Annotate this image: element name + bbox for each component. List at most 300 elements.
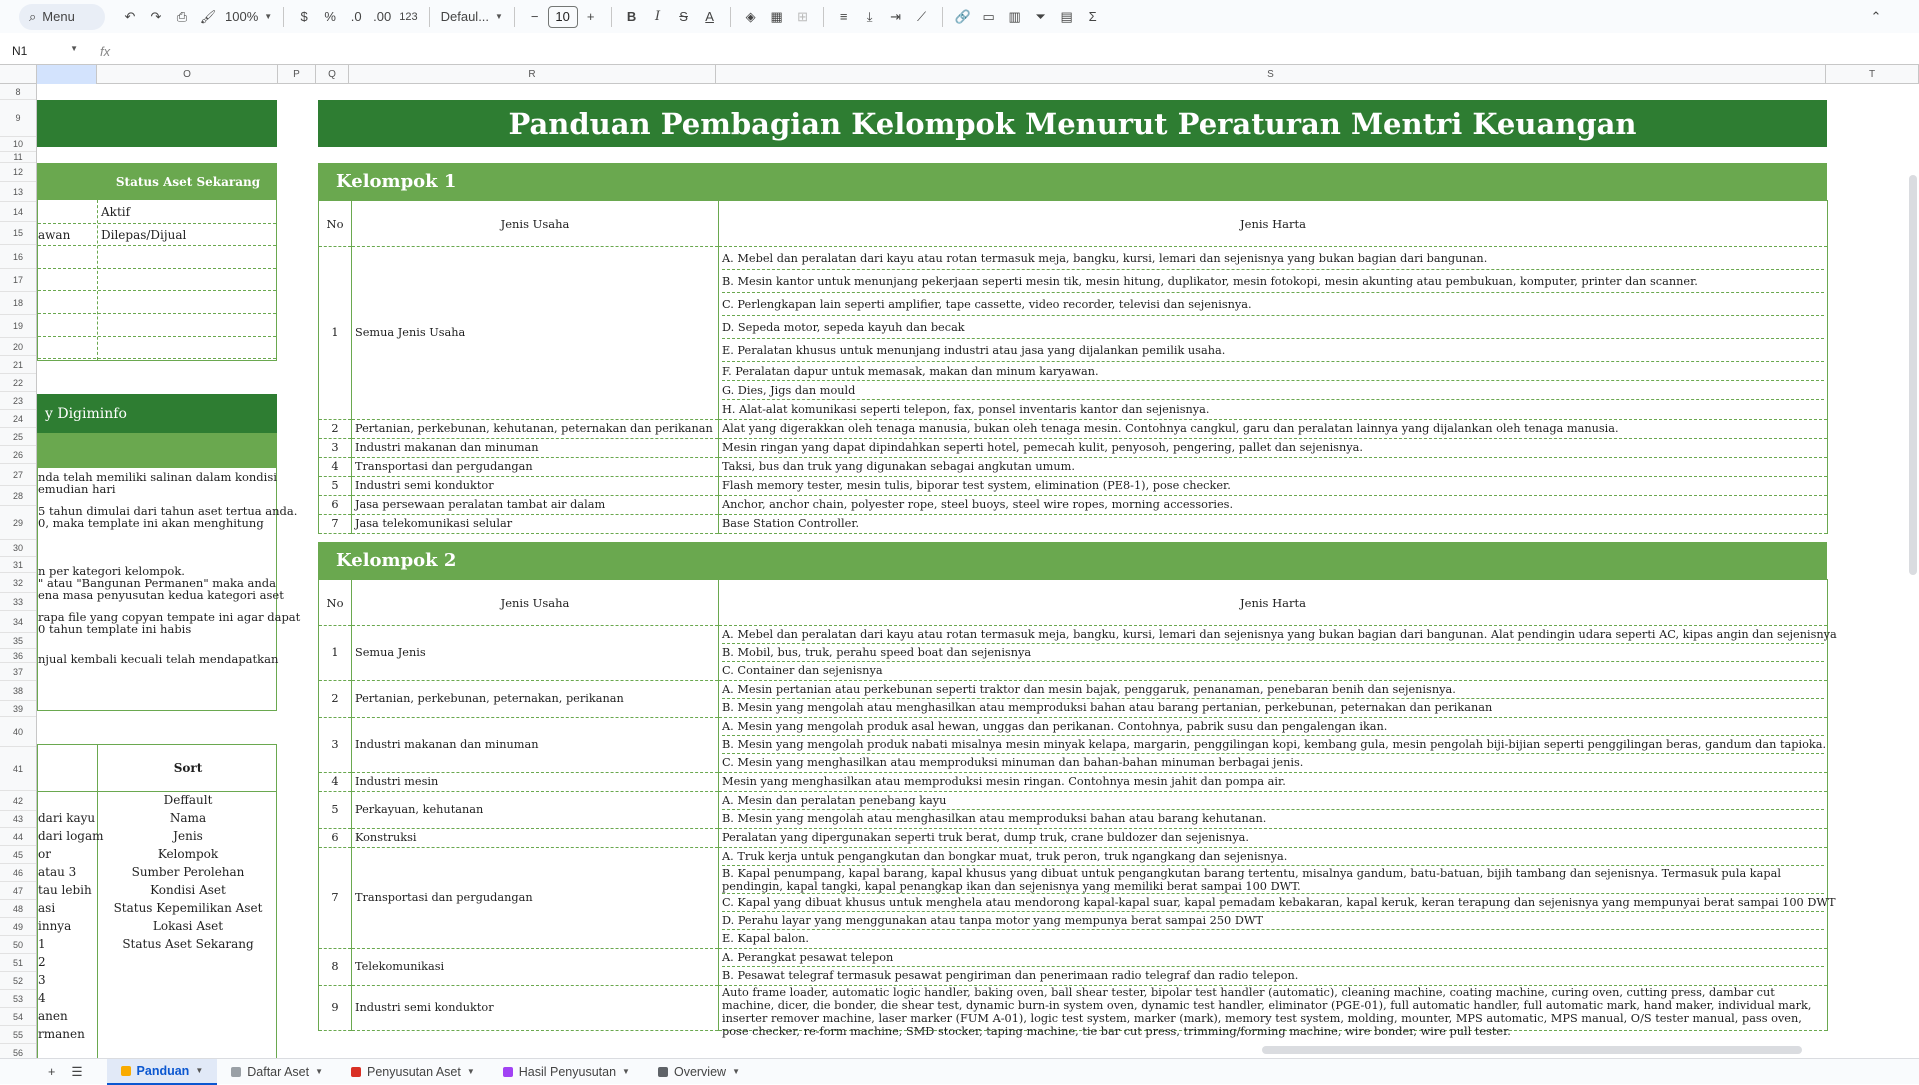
- increase-font-icon[interactable]: +: [586, 9, 595, 24]
- row-header[interactable]: 12: [0, 163, 36, 182]
- row-header[interactable]: 47: [0, 882, 36, 900]
- row-header[interactable]: 44: [0, 828, 36, 846]
- text-color-button[interactable]: A: [705, 9, 714, 24]
- column-header-o[interactable]: O: [97, 65, 278, 84]
- jenis-harta: [719, 626, 1837, 681]
- text-rotate-icon[interactable]: ⟋: [917, 8, 927, 24]
- chart-icon[interactable]: ▥: [1008, 8, 1021, 24]
- row-divider: [38, 358, 276, 359]
- row-number: 3: [319, 439, 352, 458]
- row-header[interactable]: 35: [0, 633, 36, 649]
- sheet-color-icon: [658, 1067, 668, 1077]
- row-header[interactable]: 39: [0, 701, 36, 717]
- harta-item: Mesin yang menghasilkan atau memproduksi mesin ringan. Contohnya mesin jahit dan pompa air.: [722, 775, 1286, 788]
- zoom-value: 100%: [225, 9, 259, 24]
- search-icon: ⌕: [29, 8, 37, 24]
- jenis-usaha: Transportasi dan pergudangan: [352, 458, 719, 477]
- bold-button[interactable]: B: [626, 9, 637, 24]
- jenis-harta: [719, 792, 1828, 829]
- row-header[interactable]: 8: [0, 84, 36, 100]
- separator: [942, 7, 943, 27]
- row-number: 7: [319, 515, 352, 534]
- separator: [514, 7, 515, 27]
- sheet-tab[interactable]: [337, 1059, 489, 1085]
- all-sheets-icon[interactable]: ☰: [71, 1065, 83, 1079]
- separator: [730, 7, 731, 27]
- column-headers: [37, 65, 1919, 84]
- harta-item: C. Mesin yang menghasilkan atau memproduksi minuman dan bahan-bahan minuman berbagai jenis.: [722, 756, 1304, 769]
- collapse-toolbar-icon[interactable]: ⌃: [1870, 8, 1882, 24]
- row-header[interactable]: 56: [0, 1044, 36, 1062]
- kelompok2-table: [318, 579, 1837, 1038]
- harta-item: B. Mesin kantor untuk menunjang pekerjaan seperti mesin tik, mesin hitung, duplikator, mesin fotokopi, mesin akunting atau pembukuan, komputer, printer dan scanner.: [722, 270, 1824, 293]
- row-header[interactable]: 52: [0, 972, 36, 990]
- print-icon[interactable]: ⎙: [176, 8, 188, 24]
- table-row: [319, 420, 1828, 439]
- menu-label: Menu: [42, 9, 75, 24]
- sort-option[interactable]: Status Kepemilikan Aset: [113, 901, 263, 915]
- row-divider: [38, 336, 276, 337]
- table-row: [319, 496, 1828, 515]
- zoom-select[interactable]: [221, 9, 276, 24]
- table-row: [319, 515, 1828, 534]
- sort-row-label: atau 3: [38, 865, 77, 879]
- row-header[interactable]: 51: [0, 954, 36, 972]
- jenis-usaha: Industri semi konduktor: [352, 986, 719, 1031]
- harta-item: Mesin ringan yang dapat dipindahkan seperti hotel, pemecah kulit, penyosoh, pengering, pallet dan sejenisnya.: [722, 441, 1363, 454]
- row-headers: [0, 84, 37, 1059]
- toolbar: [0, 0, 1919, 33]
- chevron-down-icon: ▼: [70, 44, 78, 53]
- undo-icon[interactable]: ↶: [124, 8, 136, 24]
- row-divider: [38, 245, 276, 246]
- fx-label: fx: [100, 43, 111, 59]
- jenis-harta: [719, 420, 1828, 439]
- column-header-t[interactable]: T: [1826, 65, 1919, 84]
- row-header[interactable]: 25: [0, 428, 36, 446]
- harta-item: Anchor, anchor chain, polyester rope, steel buoys, steel wire ropes, morning accessories.: [722, 498, 1234, 511]
- sort-row-label: asi: [38, 901, 56, 915]
- row-number: 1: [319, 626, 352, 681]
- sort-option[interactable]: Status Aset Sekarang: [122, 937, 254, 951]
- formula-bar: [0, 40, 1919, 62]
- sort-option[interactable]: Kelompok: [157, 847, 219, 861]
- jenis-harta: [719, 681, 1828, 718]
- harta-item: G. Dies, Jigs dan mould: [722, 381, 1824, 400]
- note-line: ena masa penyusutan kedua kategori aset: [38, 588, 284, 602]
- note-line: rapa file yang copyan tempate ini agar dapat: [38, 610, 301, 624]
- row-number: 4: [319, 458, 352, 477]
- harta-item: Taksi, bus dan truk yang digunakan sebagai angkutan umum.: [722, 460, 1075, 473]
- sheet-tab[interactable]: [217, 1059, 337, 1085]
- borders-icon[interactable]: ▦: [770, 8, 783, 24]
- row-header[interactable]: 18: [0, 292, 36, 315]
- sort-row-label: innya: [38, 919, 72, 933]
- row-header[interactable]: 48: [0, 900, 36, 918]
- row-header[interactable]: 45: [0, 846, 36, 864]
- row-number: 6: [319, 496, 352, 515]
- chevron-down-icon[interactable]: ▼: [315, 1067, 324, 1076]
- row-divider: [38, 223, 276, 224]
- name-box-value: N1: [12, 44, 28, 58]
- row-header[interactable]: 27: [0, 464, 36, 486]
- harta-item: F. Peralatan dapur untuk memasak, makan dan minum karyawan.: [722, 362, 1824, 381]
- table-row: [319, 949, 1828, 986]
- note-line: emudian hari: [38, 482, 116, 496]
- sheet-tab-label: Penyusutan Aset: [367, 1064, 461, 1079]
- paint-format-icon[interactable]: 🖌: [199, 8, 217, 24]
- text-wrap-icon[interactable]: ⇥: [890, 8, 902, 24]
- table-header-row: [319, 201, 1828, 247]
- harta-item: A. Mesin yang mengolah produk asal hewan, unggas dan perikanan. Contohnya, pabrik susu dan pengalengan ikan.: [722, 718, 1824, 736]
- vertical-align-icon[interactable]: ⤓: [866, 8, 873, 24]
- chevron-down-icon[interactable]: ▼: [732, 1067, 740, 1076]
- table-row: [319, 458, 1828, 477]
- menu-search[interactable]: [19, 4, 105, 30]
- jenis-usaha: Semua Jenis Usaha: [352, 247, 719, 420]
- note-line: 0 tahun template ini habis: [38, 622, 192, 636]
- row-header[interactable]: 46: [0, 864, 36, 882]
- jenis-usaha: Jasa persewaan peralatan tambat air dalam: [352, 496, 719, 515]
- sort-option[interactable]: Deffault: [163, 793, 213, 807]
- sort-row-label: dari logam: [38, 829, 104, 843]
- row-header[interactable]: 53: [0, 990, 36, 1008]
- table-row: [319, 439, 1828, 458]
- font-size-input[interactable]: 10: [548, 6, 578, 28]
- sheet-tab[interactable]: [489, 1059, 644, 1085]
- row-header[interactable]: 13: [0, 182, 36, 202]
- decrease-font-icon[interactable]: −: [530, 9, 539, 24]
- jenis-usaha: Perkayuan, kehutanan: [352, 792, 719, 829]
- harta-item: C. Kapal yang dibuat khusus untuk menghela atau mendorong kapal-kapal suar, kapal pemadam kebakaran, kapal keruk, keran terapung dan sejenisnya yang mempunyai berat sampai 100 DWT: [722, 894, 1824, 912]
- row-divider: [38, 290, 276, 291]
- sort-row-label: dari kayu: [38, 811, 96, 825]
- jenis-usaha: Jasa telekomunikasi selular: [352, 515, 719, 534]
- sheet-color-icon: [503, 1067, 513, 1077]
- currency-button[interactable]: $: [300, 9, 308, 24]
- row-divider: [38, 268, 276, 269]
- jenis-harta: [719, 458, 1828, 477]
- row-number: 2: [319, 681, 352, 718]
- row-header[interactable]: 9: [0, 100, 36, 137]
- sheet-tab[interactable]: [644, 1059, 754, 1085]
- harta-item: B. Pesawat telegraf termasuk pesawat pengiriman dan penerimaan radio telegraf dan radio telepon.: [722, 969, 1299, 982]
- status-box: [37, 163, 277, 361]
- jenis-harta: [719, 477, 1828, 496]
- sheet-tab[interactable]: [107, 1059, 218, 1085]
- font-name: Defaul...: [440, 9, 490, 24]
- sort-option[interactable]: Jenis: [173, 829, 203, 843]
- row-number: 5: [319, 477, 352, 496]
- separator: [429, 7, 430, 27]
- column-header-q[interactable]: Q: [316, 65, 349, 84]
- note-line: 5 tahun dimulai dari tahun aset tertua anda.: [38, 504, 298, 518]
- status-header: Status Aset Sekarang: [115, 175, 261, 189]
- jenis-usaha: Industri makanan dan minuman: [352, 439, 719, 458]
- row-header[interactable]: 38: [0, 681, 36, 701]
- jenis-harta: [719, 247, 1828, 420]
- jenis-harta: [719, 773, 1828, 792]
- notes-box: [37, 468, 301, 711]
- sort-option[interactable]: Kondisi Aset: [150, 883, 226, 897]
- jenis-harta: [719, 439, 1828, 458]
- table-row: [319, 477, 1828, 496]
- column-header-no: No: [319, 201, 352, 247]
- harta-item: C. Perlengkapan lain seperti amplifier, tape cassette, video recorder, televisi dan sejenisnya.: [722, 293, 1824, 316]
- status-row-value: Dilepas/Dijual: [101, 227, 187, 242]
- link-icon[interactable]: 🔗: [954, 8, 971, 24]
- sort-row-label: anen: [38, 1009, 68, 1023]
- sheet-color-icon: [351, 1067, 361, 1077]
- jenis-usaha: Konstruksi: [352, 829, 719, 848]
- harta-item: A. Truk kerja untuk pengangkutan dan bongkar muat, truk peron, truk ngangkang dan sejenisnya.: [722, 848, 1824, 866]
- number-format-button[interactable]: 123: [399, 10, 418, 23]
- row-header[interactable]: 28: [0, 486, 36, 506]
- row-header[interactable]: 43: [0, 811, 36, 828]
- harta-item: Base Station Controller.: [722, 517, 860, 530]
- row-number: 6: [319, 829, 352, 848]
- harta-item: A. Mebel dan peralatan dari kayu atau rotan termasuk meja, bangku, kursi, lemari dan sejenisnya yang bukan bagian dari bangunan.: [722, 247, 1824, 270]
- align-left-icon[interactable]: ≡: [839, 9, 848, 24]
- row-number: 7: [319, 848, 352, 949]
- sort-header: Sort: [173, 761, 203, 775]
- row-header[interactable]: 40: [0, 717, 36, 747]
- harta-item: A. Mesin dan peralatan penebang kayu: [722, 792, 1824, 810]
- column-header-harta: Jenis Harta: [719, 580, 1828, 626]
- column-header-usaha: Jenis Usaha: [352, 580, 719, 626]
- chevron-down-icon[interactable]: ▼: [466, 1067, 475, 1076]
- harta-item: A. Mesin pertanian atau perkebunan seperti traktor dan mesin bajak, penggaruk, penanaman, penebaran benih dan sejenisnya.: [722, 681, 1824, 699]
- row-header[interactable]: 11: [0, 152, 36, 163]
- harta-item: E. Kapal balon.: [722, 932, 810, 945]
- harta-item: Peralatan yang dipergunakan seperti truk berat, dump truk, crane buldozer dan sejenisnya.: [722, 831, 1249, 844]
- sheet-cells: [37, 84, 1919, 1059]
- row-header[interactable]: 15: [0, 222, 36, 245]
- name-box[interactable]: [0, 44, 86, 58]
- table-row: [319, 247, 1828, 420]
- table-row: [319, 986, 1828, 1031]
- chevron-down-icon: ▼: [495, 12, 503, 21]
- jenis-harta: [719, 515, 1828, 534]
- jenis-usaha: Industri mesin: [352, 773, 719, 792]
- vertical-scrollbar[interactable]: [1909, 175, 1917, 575]
- row-header[interactable]: 50: [0, 936, 36, 954]
- row-header[interactable]: 30: [0, 540, 36, 557]
- table-row: [319, 681, 1828, 718]
- row-header[interactable]: 34: [0, 611, 36, 633]
- row-header[interactable]: 31: [0, 557, 36, 573]
- harta-item: D. Sepeda motor, sepeda kayuh dan becak: [722, 316, 1824, 339]
- table-row: [319, 792, 1828, 829]
- spreadsheet-grid: [0, 64, 1919, 1058]
- row-header[interactable]: 42: [0, 791, 36, 811]
- sort-box: [37, 744, 277, 1060]
- table-row: [319, 848, 1828, 949]
- redo-icon[interactable]: ↷: [150, 8, 162, 24]
- harta-item: H. Alat-alat komunikasi seperti telepon, fax, ponsel inventaris kantor dan sejenisnya.: [722, 403, 1210, 416]
- row-header[interactable]: 24: [0, 410, 36, 428]
- merge-cells-icon[interactable]: ⊞: [797, 8, 809, 24]
- row-header[interactable]: 32: [0, 573, 36, 593]
- jenis-harta: [719, 848, 1836, 949]
- chevron-down-icon[interactable]: ▼: [195, 1066, 204, 1075]
- row-number: 1: [319, 247, 352, 420]
- row-header[interactable]: 14: [0, 202, 36, 222]
- sort-row-label: or: [38, 847, 51, 861]
- separator: [283, 7, 284, 27]
- sheet-color-icon: [121, 1066, 131, 1076]
- sort-option[interactable]: Sumber Perolehan: [131, 865, 245, 879]
- sheet-tab-label: Daftar Aset: [247, 1064, 310, 1079]
- jenis-usaha: Semua Jenis: [352, 626, 719, 681]
- row-header[interactable]: 23: [0, 392, 36, 410]
- column-header-r[interactable]: R: [349, 65, 716, 84]
- row-header[interactable]: 36: [0, 649, 36, 663]
- digiminfo-banner: [37, 394, 277, 433]
- row-header[interactable]: 55: [0, 1026, 36, 1044]
- percent-button[interactable]: %: [324, 9, 336, 24]
- separator: [823, 7, 824, 27]
- row-number: 4: [319, 773, 352, 792]
- sort-row-label: 3: [38, 973, 46, 987]
- chevron-down-icon: ▼: [264, 12, 273, 21]
- row-number: 8: [319, 949, 352, 986]
- row-header[interactable]: 19: [0, 315, 36, 338]
- functions-button[interactable]: Σ: [1088, 9, 1097, 24]
- strikethrough-icon[interactable]: S: [679, 9, 688, 24]
- status-row-label: awan: [38, 227, 71, 242]
- horizontal-scrollbar[interactable]: [1262, 1046, 1802, 1054]
- column-header-p[interactable]: P: [278, 65, 316, 84]
- harta-item: A. Mebel dan peralatan dari kayu atau rotan termasuk meja, bangku, kursi, lemari dan sejenisnya yang bukan bagian dari bangunan. Alat pendingin udara seperti AC, kipas angin dan sejenisnya: [722, 626, 1824, 644]
- row-header[interactable]: 29: [0, 506, 36, 540]
- row-header[interactable]: 33: [0, 593, 36, 611]
- jenis-harta: [719, 829, 1828, 848]
- digiminfo-subbanner: [37, 433, 277, 468]
- jenis-usaha: Telekomunikasi: [352, 949, 719, 986]
- harta-item: B. Kapal penumpang, kapal barang, kapal khusus yang dibuat untuk pengangkutan barang tertentu, misalnya gandum, batu-batuan, bijih tambang dan sejenisnya. Termasuk pula kapal pendingin, kapal tangki, kapal penangkap ikan dan sejenisnya yang memiliki berat sampai 100 DWT.: [722, 866, 1824, 894]
- row-header[interactable]: 16: [0, 245, 36, 269]
- note-line: njual kembali kecuali telah mendapatkan: [38, 652, 279, 666]
- sheet-tab-list: [107, 1059, 754, 1085]
- harta-item: B. Mobil, bus, truk, perahu speed boat dan sejenisnya: [722, 644, 1824, 662]
- row-header[interactable]: 41: [0, 747, 36, 791]
- sort-option[interactable]: Lokasi Aset: [152, 919, 224, 933]
- harta-item: C. Container dan sejenisnya: [722, 664, 883, 677]
- table-row: [319, 626, 1828, 681]
- harta-item: Flash memory tester, mesin tulis, biporar test system, elimination (PE8-1), pose checker.: [722, 479, 1231, 492]
- jenis-harta: [719, 718, 1828, 773]
- filter-views-icon[interactable]: ▤: [1060, 8, 1073, 24]
- status-row-value: Aktif: [101, 205, 131, 219]
- sort-row-label: 2: [38, 955, 46, 969]
- sort-row-label: 1: [38, 937, 46, 951]
- increase-decimal-button[interactable]: .00: [373, 9, 392, 24]
- filter-icon[interactable]: ⏷: [1035, 8, 1046, 24]
- jenis-usaha: Industri makanan dan minuman: [352, 718, 719, 773]
- jenis-usaha: Pertanian, perkebunan, peternakan, perikanan: [352, 681, 719, 718]
- jenis-usaha: Industri semi konduktor: [352, 477, 719, 496]
- sheet-tab-label: Hasil Penyusutan: [518, 1064, 617, 1079]
- decrease-decimal-button[interactable]: .0: [350, 9, 362, 24]
- sheet-tabs-bar: [0, 1058, 1919, 1084]
- row-header[interactable]: 21: [0, 356, 36, 374]
- harta-item: B. Mesin yang mengolah atau menghasilkan atau memproduksi bahan atau barang pertanian, perkebunan, peternakan dan perikanan: [722, 701, 1493, 714]
- row-header[interactable]: 54: [0, 1008, 36, 1026]
- left-banner: [37, 100, 277, 147]
- separator: [611, 7, 612, 27]
- sheet-tab-label: Panduan: [136, 1063, 190, 1078]
- row-header[interactable]: 17: [0, 269, 36, 292]
- row-number: 3: [319, 718, 352, 773]
- comment-icon[interactable]: ▭: [982, 8, 995, 24]
- harta-item: B. Mesin yang mengolah atau menghasilkan atau memproduksi bahan atau barang kehutanan.: [722, 812, 1267, 825]
- column-header-no: No: [319, 580, 352, 626]
- jenis-harta: [719, 986, 1828, 1038]
- sheet-color-icon: [231, 1067, 241, 1077]
- kelompok1-title: Kelompok 1: [318, 163, 1827, 200]
- kelompok1-table: [318, 200, 1828, 534]
- row-header[interactable]: 10: [0, 137, 36, 152]
- row-header[interactable]: 20: [0, 338, 36, 356]
- jenis-usaha: Pertanian, perkebunan, kehutanan, peternakan dan perikanan: [352, 420, 719, 439]
- jenis-usaha: Transportasi dan pergudangan: [352, 848, 719, 949]
- row-header[interactable]: 26: [0, 446, 36, 464]
- harta-item: E. Peralatan khusus untuk menunjang industri atau jasa yang dijalankan pemilik usaha.: [722, 339, 1824, 362]
- row-header[interactable]: 37: [0, 663, 36, 681]
- harta-item: B. Mesin yang mengolah produk nabati misalnya mesin minyak kelapa, margarin, penggilingan kopi, kembang gula, mesin pengolah biji-bijian seperti penggilingan beras, gandum dan tapioka.: [722, 736, 1824, 754]
- sort-row-label: rmanen: [38, 1027, 85, 1041]
- column-header-usaha: Jenis Usaha: [352, 201, 719, 247]
- font-select[interactable]: [437, 9, 507, 24]
- harta-item: A. Perangkat pesawat telepon: [722, 949, 1824, 967]
- row-number: 2: [319, 420, 352, 439]
- table-row: [319, 718, 1828, 773]
- sheet-tab-label: Overview: [673, 1064, 727, 1079]
- note-line: nda telah memiliki salinan dalam kondisi: [38, 470, 277, 484]
- row-divider: [38, 313, 276, 314]
- sort-row-label: tau lebih: [38, 883, 92, 897]
- harta-item: Alat yang digerakkan oleh tenaga manusia, bukan oleh tenaga mesin. Contohnya cangkul, garu dan peralatan lainnya yang dijalankan oleh tenaga manusia.: [722, 422, 1619, 435]
- note-line: " atau "Bangunan Permanen" maka anda: [38, 576, 277, 590]
- table-row: [319, 773, 1828, 792]
- digiminfo-title: y Digiminfo: [45, 405, 127, 422]
- table-row: [319, 829, 1828, 848]
- chevron-down-icon[interactable]: ▼: [622, 1067, 630, 1076]
- row-number: 5: [319, 792, 352, 829]
- sort-row-label: 4: [38, 991, 46, 1005]
- column-header-harta: Jenis Harta: [719, 201, 1828, 247]
- note-line: n per kategori kelompok.: [38, 564, 185, 578]
- sort-option[interactable]: Nama: [169, 811, 207, 825]
- jenis-harta: [719, 496, 1828, 515]
- jenis-harta: [719, 949, 1828, 986]
- harta-item: D. Perahu layar yang menggunakan atau tanpa motor yang mempunya berat sampai 250 DWT: [722, 912, 1824, 930]
- row-header[interactable]: 22: [0, 374, 36, 392]
- add-sheet-icon[interactable]: +: [48, 1064, 56, 1079]
- fill-color-icon[interactable]: ◈: [745, 8, 756, 24]
- row-number: 9: [319, 986, 352, 1031]
- main-title: Panduan Pembagian Kelompok Menurut Peraturan Mentri Keuangan: [318, 100, 1827, 147]
- column-header-s[interactable]: S: [716, 65, 1826, 84]
- table-header-row: [319, 580, 1828, 626]
- italic-button[interactable]: I: [655, 9, 661, 24]
- column-header-n[interactable]: [37, 65, 97, 84]
- select-all-corner[interactable]: [0, 65, 37, 84]
- row-header[interactable]: 49: [0, 918, 36, 936]
- kelompok2-title: Kelompok 2: [318, 542, 1827, 579]
- note-line: 0, maka template ini akan menghitung: [38, 516, 264, 530]
